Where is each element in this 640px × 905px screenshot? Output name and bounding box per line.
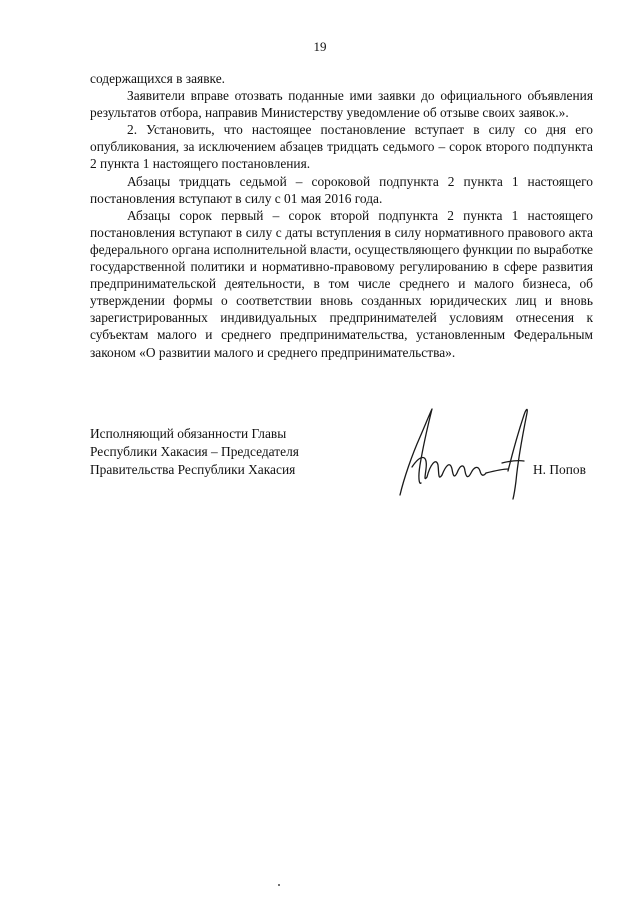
paragraph-may-2016: Абзацы тридцать седьмой – сороковой подпункта 2 пункта 1 настоящего постановления вступают в силу с 01 мая 2016 года.	[90, 173, 593, 206]
signature-block	[90, 425, 610, 505]
signatory-name: Н. Попов	[533, 462, 586, 477]
signatory-title	[90, 425, 350, 479]
signatory-title-line: Республики Хакасия – Председателя	[90, 444, 299, 459]
handwritten-signature	[390, 403, 550, 503]
signatory-title-line: Правительства Республики Хакасия	[90, 462, 296, 477]
paragraph-withdrawal: Заявители вправе отозвать поданные ими заявки до официального объявления результатов отбора, направив Министерству уведомление об отзыве своих заявок.».	[90, 88, 593, 121]
signatory-title-line: Исполняющий обязанности Главы	[90, 426, 287, 441]
scan-speck	[278, 884, 280, 886]
paragraph-federal-act: Абзацы сорок первый – сорок второй подпункта 2 пункта 1 настоящего постановления вступают в силу с даты вступления в силу нормативного правового акта федерального органа исполнительной власти, осуществляющего функции по выработке государственной политики и нормативно-правовому регулированию в сфере развития предпринимательской деятельности, в том числе среднего и малого бизнеса, об утверждении формы о соответствии вновь созданных юридических лиц и вновь зарегистрированных индивидуальных предпринимателей условиям отнесения к субъектам малого и среднего предпринимательства, установленным Федеральным законом «О развитии малого и среднего предпринимательства».	[90, 207, 593, 360]
page-number: 19	[313, 39, 327, 54]
paragraph-continuation: содержащихся в заявке.	[90, 71, 225, 86]
document-body	[90, 70, 593, 361]
paragraph-effective-date: 2. Установить, что настоящее постановление вступает в силу со дня его опубликования, за исключением абзацев тридцать седьмого – сорок второго подпункта 2 пункта 1 настоящего постановления.	[90, 122, 593, 172]
